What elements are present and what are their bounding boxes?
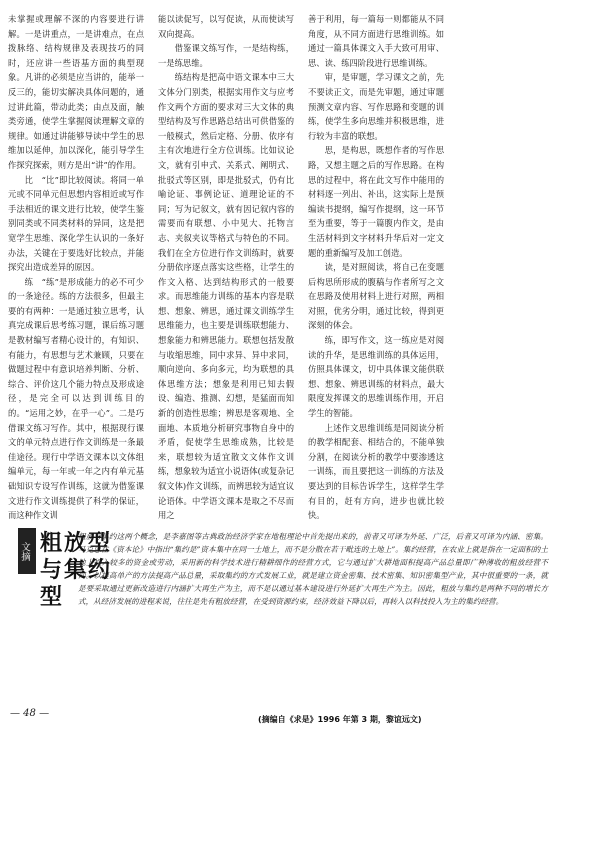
paragraph: 善于利用，每一篇每一则都能从不同角度，从不同方面进行思维训练。如通过一篇具体课文入手大致可用审、思、读、练四阶段进行思维训练。 [308, 14, 444, 68]
paragraph: 练结构是把高中语文课本中三大文体分门别类，根据实用作文与应考作文两个方面的要求对三大文体的典型结构及写作思路总结出可供借鉴的一般模式，然后定格、分册、依序有主有次地进行全方位训练。比如议论文，就有引申式、关系式、阐明式、批驳式等区别，即是批驳式，仍有比喻论证、事例论证、道理论证的不同；写为记叙文，就有因记叙内容的需要而有联想、小中见大、托物言志、夹叙夹议等格式与特色的不同。我们在全方位进行作文训练时，就要分册依序逐点落实这些格，让学生的作文入格、达到结构形式的一般要求。而思维能力训练的基本内容是联想、想象、辨思，通过课文训练学生思维能力，也主要是训练联想能力、想象能力和辨思能力。联想包括发散与收缩思维，同中求异、异中求同，顺向逆向、多向多元，均为联想的具体思维方法；想象是利用已知去假设、编造、推测、幻想，是猛面而知新的创造性思维；辨思是客观地、全面地、本质地分析研究事物自身中的矛盾，促使学生思维成熟，比较是来，联想较为适宜散文文体作文训练，想象较为适宜小说语体(或复杂记叙文体)作文训练，而辨思较为适宜议论语体。中学语文课本是取之不尽而用之 [158, 72, 294, 521]
paragraph: 读，是对照阅读，将自己在变题后构思所形成的腹稿与作者所写之文在思路及使用材料上进行对照，两相对照，优劣分明，通过比较，得到更深刻的体会。 [308, 262, 444, 331]
section-tag: 文摘 [18, 528, 36, 574]
article-column-3 [308, 12, 444, 523]
paragraph: 能以读促写，以写促读，从而使读写双向提高。 [158, 14, 294, 39]
sidebar-title: 粗放型与集约型 [40, 531, 113, 610]
paragraph: 练，即写作文，这一练应是对阅读的升华，是思维训练的具体运用，仿照具体课文，切中具体课文能供联想、想象、辨思训练的材料点，最大限度发挥课文的思维训练作用，开启学生的智能。 [308, 335, 444, 419]
paragraph: 练 “练”是形成能力的必不可少的一条途径。练的方法很多，但最主要的有两种：一是通过独立思考，认真完成课后思考练习题，课后练习题是教材编写者精心设计的，有知识、有能力，有思想与艺术兼顾，只要在做题过程中有意识培养判断、分析、综合、评价这几个能力特点及形成途径，是完全可以达到训练目的的。“运用之妙，在乎一心”。二是巧借课文练习写作。其中，根据现行课文的单元特点进行作文训练是一条最佳途径。现行中学语文课本以文体组编单元，每一年或一年之内有单元基础知识专设写作训练，这就为借鉴课文进行作文训练提供了科学的保证，而这种作文训 [8, 276, 144, 521]
paragraph: 审，是审题，学习课文之前，先不要读正文，而是先审题，通过审题预测文章内容、写作思路和变题的训练，使学生多向思维并积极思维，进行较为丰富的联想。 [308, 72, 444, 141]
paragraph: 思，是构思，既想作者的写作思路，又想主题之后的写作思路。在构思的过程中，将在此文写作中能用的材料逐一列出、补出，这实际上是预编读书提纲，编写作提纲，这一环节至为重要，等于一篇腹内作文，是由生活材料到文字材料升华后对一定文题的重新编写及加工创造。 [308, 145, 444, 258]
source-citation: (摘编自《求是》1996 年第 3 期，黎谊远文) [258, 715, 422, 724]
excerpt-text: 粗放与集约这两个概念，是李嘉图等古典政治经济学家在地租理论中首先提出来的，前者又可译为外延、广泛，后者又可译为内涵、密集。马克思在《资本论》中指出“集约是”资本集中在同一土地上，而不是分散在若干毗连的土地上”。集约经营，在农业上就是指在一定面积的土地上投入较多的资金或劳动，采用新的科学技术进行精耕细作的经营方式，它与通过扩大耕地面积提高产品总量即广种薄收的粗放经营不同。以提高单产的方法提高产品总量，采取集约的方式发展工业，就是建立资金密集、技术密集、知识密集型产业，其中很重要的一条，就是要采取通过更新改造进行内涵扩大再生产为主，而不是以通过基本建设进行外延扩大再生产为主。因此，粗放与集约是两种不同的增长方式，从经济发展的进程来说，往往是先有粗放经营，在受到资源约束，经济效益下降以后，再转入以科技投入为主的集约经营。 [78, 532, 548, 606]
page-number: — 48 — [10, 708, 50, 719]
article-column-2 [158, 12, 294, 523]
paragraph: 比 “比”即比较阅读。将同一单元或不同单元但思想内容相近或写作手法相近的课文进行比较，使学生鉴别同类或不同类材料的异同，这是把宽学生思维、深化学生认识的一条好办法，关键在于要选好比较点，并能探究出造成差异的原因。 [8, 174, 144, 273]
paragraph: 借鉴课文练写作，一是结构练，一是练思维。 [158, 43, 294, 68]
article-column-1 [8, 12, 144, 523]
paragraph: 未掌握或理解不深的内容要进行讲解。一是讲重点，一是讲难点，在点拨脉络、结构规律及表现技巧的同时，还应讲一些语基方面的典型现象。凡讲的必须是应当讲的，能举一反三的，能切实解决具体问题的，通过讲此篇，带动此类；由点及面，触类旁通，使学生掌握阅读理解文章的规律。如通过讲能够导读中学生的思维加以延伸，加以深化，能引导学生作探究探索，则方是出“讲”的作用。 [8, 14, 144, 170]
paragraph: 上述作文思维训练是同阅读分析的教学相配套、相结合的，不能单独分割，在阅读分析的教学中要渗透这一训练，而且要把这一训练的方法及要达到的目标告诉学生，这样学生学有目的，赶有方向，进步也就比较快。 [308, 422, 444, 521]
